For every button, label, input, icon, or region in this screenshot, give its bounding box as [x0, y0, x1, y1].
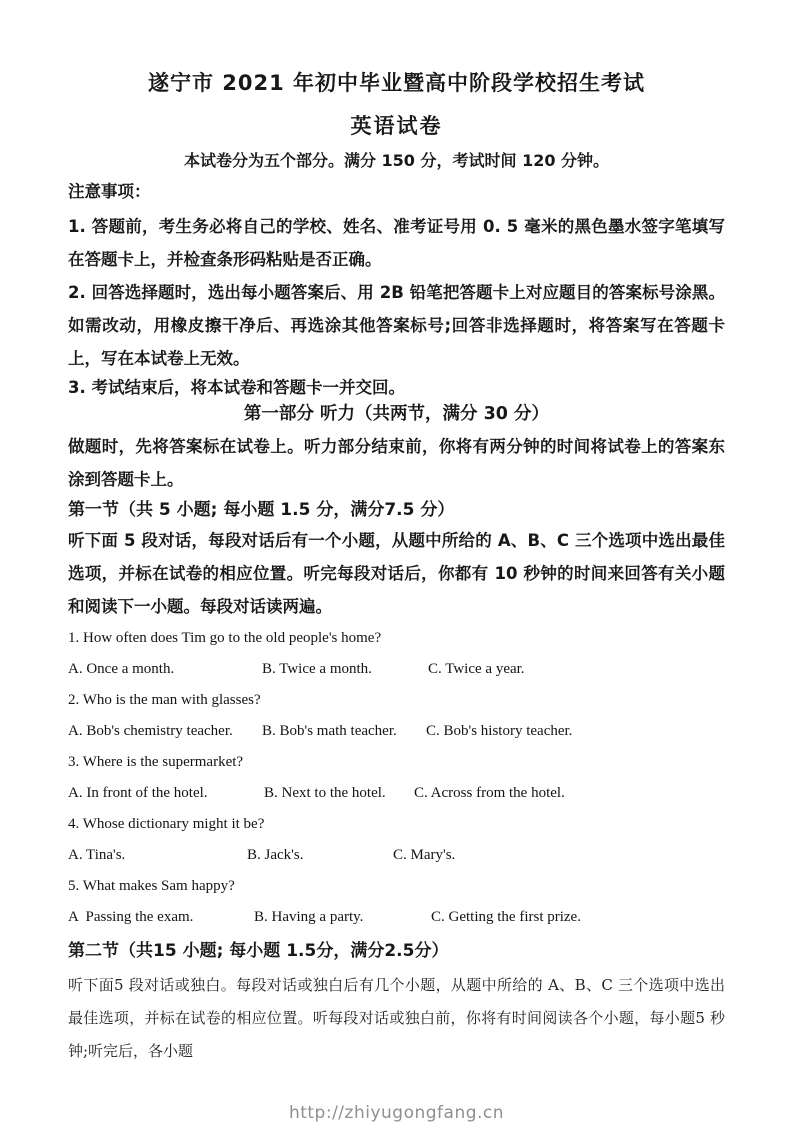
section1-intro: 听下面 5 段对话，每段对话后有一个小题，从题中所给的 A、B、C 三个选项中选出最佳选项，并标在试卷的相应位置。听完每段对话后，你都有 10 秒钟的时间来回答有关小题和阅读下一小题。每段对话读两遍。	[68, 531, 725, 616]
question-1-option-a: A. Once a month.	[68, 661, 175, 677]
question-2-option-a: A. Bob's chemistry teacher.	[68, 723, 233, 739]
question-5-text: 5. What makes Sam happy?	[68, 878, 235, 894]
question-1-option-b: B. Twice a month.	[262, 661, 372, 677]
question-2-options-row	[68, 716, 725, 747]
question-4-option-b: B. Jack's.	[247, 847, 304, 863]
question-5-options-row	[68, 902, 725, 933]
notice-heading: 注意事项：	[68, 182, 151, 201]
question-5-option-b: B. Having a party.	[254, 909, 364, 925]
exam-meta-line: 本试卷分为五个部分。满分 150 分，考试时间 120 分钟。	[183, 151, 610, 170]
question-3-text: 3. Where is the supermarket?	[68, 754, 244, 770]
exam-subject: 英语试卷	[350, 114, 443, 138]
exam-title: 遂宁市 2021 年初中毕业暨高中阶段学校招生考试	[147, 71, 646, 95]
part1-heading: 第一部分 听力（共两节，满分 30 分）	[243, 404, 550, 424]
notice-item-1: 1. 答题前，考生务必将自己的学校、姓名、准考证号用 0. 5 毫米的黑色墨水签字笔填写在答题卡上，并检查条形码粘贴是否正确。	[68, 217, 725, 269]
question-4-text: 4. Whose dictionary might it be?	[68, 816, 265, 832]
notice-item-3: 3. 考试结束后，将本试卷和答题卡一并交回。	[68, 378, 405, 397]
question-3-option-c: C. Across from the hotel.	[414, 785, 565, 801]
question-1-text: 1. How often does Tim go to the old people's home?	[68, 630, 382, 646]
question-1-option-c: C. Twice a year.	[428, 661, 525, 677]
question-2-option-b: B. Bob's math teacher.	[262, 723, 397, 739]
question-4-options-row	[68, 840, 725, 871]
section2-heading: 第二节（共15 小题; 每小题 1.5分，满分2.5分）	[68, 941, 449, 961]
question-2-option-c: C. Bob's history teacher.	[426, 723, 573, 739]
question-2-text: 2. Who is the man with glasses?	[68, 692, 261, 708]
question-3-options-row	[68, 778, 725, 809]
part1-intro: 做题时，先将答案标在试卷上。听力部分结束前，你将有两分钟的时间将试卷上的答案东涂到答题卡上。	[68, 437, 725, 489]
question-5-option-a: A Passing the exam.	[68, 909, 194, 925]
question-3-option-b: B. Next to the hotel.	[264, 785, 386, 801]
watermark-url: http://zhiyugongfang.cn	[288, 1103, 505, 1123]
section2-intro: 听下面5 段对话或独白。每段对话或独白后有几个小题，从题中所给的 A、B、C 三个选项中选出最佳选项，并标在试卷的相应位置。听每段对话或独白前，你将有时间阅读各个小题，每小题5 秒钟;听完后，各小题	[68, 976, 725, 1060]
question-3-option-a: A. In front of the hotel.	[68, 785, 208, 801]
question-4-option-c: C. Mary's.	[393, 847, 456, 863]
question-1-options-row	[68, 654, 725, 685]
question-5-option-c: C. Getting the first prize.	[431, 909, 581, 925]
section1-heading: 第一节（共 5 小题; 每小题 1.5 分，满分7.5 分）	[68, 500, 455, 520]
notice-item-2: 2. 回答选择题时，选出每小题答案后、用 2B 铅笔把答题卡上对应题目的答案标号涂黑。如需改动，用橡皮擦干净后、再选涂其他答案标号;回答非选择题时，将答案写在答题卡上，写在本试卷上无效。	[68, 283, 725, 368]
question-4-option-a: A. Tina's.	[68, 847, 126, 863]
